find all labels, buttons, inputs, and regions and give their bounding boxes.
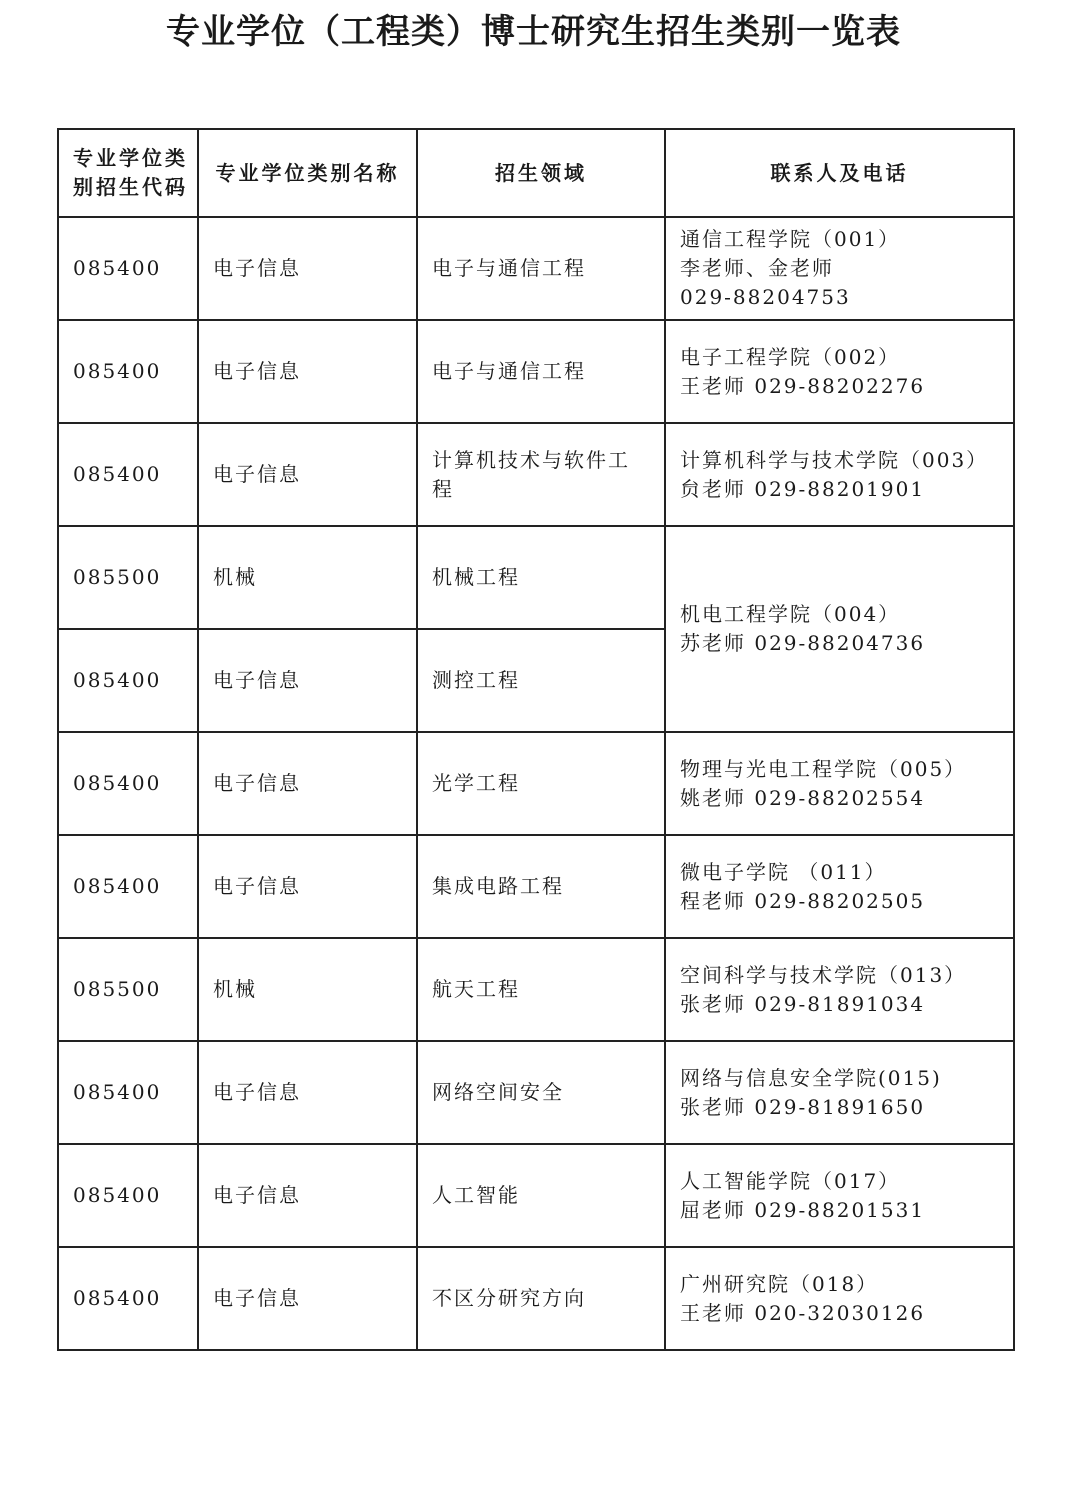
table-header-row (58, 129, 1014, 217)
contact-person-phone: 王老师 020-32030126 (680, 1300, 926, 1325)
cell-name: 电子信息 (198, 423, 417, 526)
contact-person-phone: 张老师 029-81891650 (680, 1094, 926, 1119)
cell-contact (665, 320, 1014, 423)
cell-field: 集成电路工程 (417, 835, 665, 938)
cell-contact (665, 217, 1014, 320)
contact-college: 空间科学与技术学院（013） (680, 962, 967, 987)
cell-code: 085400 (58, 835, 198, 938)
cell-code: 085400 (58, 320, 198, 423)
contact-person: 李老师、金老师 (680, 256, 834, 280)
cell-field: 光学工程 (417, 732, 665, 835)
contact-person-phone: 屈老师 029-88201531 (680, 1197, 926, 1222)
cell-name: 电子信息 (198, 1041, 417, 1144)
table-row (58, 1041, 1014, 1144)
contact-phone: 029-88204753 (680, 285, 851, 309)
cell-field: 不区分研究方向 (417, 1247, 665, 1350)
cell-code: 085400 (58, 629, 198, 732)
enrollment-table (57, 128, 1015, 1351)
header-field: 招生领域 (417, 129, 665, 217)
cell-contact (665, 835, 1014, 938)
contact-college: 物理与光电工程学院（005） (680, 756, 967, 781)
cell-field: 电子与通信工程 (417, 217, 665, 320)
cell-code: 085400 (58, 217, 198, 320)
cell-contact (665, 1247, 1014, 1350)
cell-name: 电子信息 (198, 1144, 417, 1247)
cell-name: 电子信息 (198, 732, 417, 835)
contact-college: 网络与信息安全学院(015) (680, 1065, 942, 1090)
cell-contact (665, 423, 1014, 526)
contact-college: 机电工程学院（004） (680, 602, 901, 626)
cell-field: 网络空间安全 (417, 1041, 665, 1144)
table-row (58, 1247, 1014, 1350)
contact-person-phone: 姚老师 029-88202554 (680, 785, 926, 810)
cell-name: 机械 (198, 938, 417, 1041)
cell-field: 航天工程 (417, 938, 665, 1041)
cell-field: 计算机技术与软件工程 (417, 423, 665, 526)
header-code (58, 129, 198, 217)
cell-contact (665, 1041, 1014, 1144)
contact-person-phone: 张老师 029-81891034 (680, 991, 926, 1016)
contact-college: 通信工程学院（001） (680, 227, 901, 251)
table-row (58, 217, 1014, 320)
contact-person-phone: 苏老师 029-88204736 (680, 631, 926, 655)
contact-person-phone: 贠老师 029-88201901 (680, 476, 926, 501)
contact-person-phone: 王老师 029-88202276 (680, 373, 926, 398)
cell-code: 085400 (58, 1144, 198, 1247)
cell-field: 测控工程 (417, 629, 665, 732)
cell-field: 电子与通信工程 (417, 320, 665, 423)
table-row (58, 526, 1014, 629)
cell-contact (665, 526, 1014, 732)
cell-name: 电子信息 (198, 1247, 417, 1350)
header-contact: 联系人及电话 (665, 129, 1014, 217)
contact-college: 人工智能学院（017） (680, 1168, 901, 1193)
cell-name: 电子信息 (198, 835, 417, 938)
header-code-line2: 别招生代码 (73, 175, 188, 199)
header-name: 专业学位类别名称 (198, 129, 417, 217)
header-code-line1: 专业学位类 (73, 146, 188, 170)
cell-name: 电子信息 (198, 320, 417, 423)
cell-code: 085500 (58, 526, 198, 629)
cell-contact (665, 938, 1014, 1041)
table-row (58, 320, 1014, 423)
table-row (58, 938, 1014, 1041)
cell-name: 电子信息 (198, 217, 417, 320)
contact-college: 电子工程学院（002） (680, 344, 901, 369)
contact-person-phone: 程老师 029-88202505 (680, 888, 926, 913)
cell-contact (665, 732, 1014, 835)
cell-code: 085400 (58, 1247, 198, 1350)
table-row (58, 732, 1014, 835)
cell-name: 电子信息 (198, 629, 417, 732)
contact-college: 微电子学院 （011） (680, 859, 887, 884)
cell-name: 机械 (198, 526, 417, 629)
cell-code: 085400 (58, 1041, 198, 1144)
cell-code: 085400 (58, 732, 198, 835)
table-row (58, 423, 1014, 526)
page-title: 专业学位（工程类）博士研究生招生类别一览表 (166, 12, 901, 52)
table-row (58, 835, 1014, 938)
cell-field: 机械工程 (417, 526, 665, 629)
contact-college: 广州研究院（018） (680, 1271, 879, 1296)
cell-contact (665, 1144, 1014, 1247)
table-row (58, 1144, 1014, 1247)
cell-field: 人工智能 (417, 1144, 665, 1247)
cell-code: 085400 (58, 423, 198, 526)
contact-college: 计算机科学与技术学院（003） (680, 447, 989, 472)
cell-code: 085500 (58, 938, 198, 1041)
